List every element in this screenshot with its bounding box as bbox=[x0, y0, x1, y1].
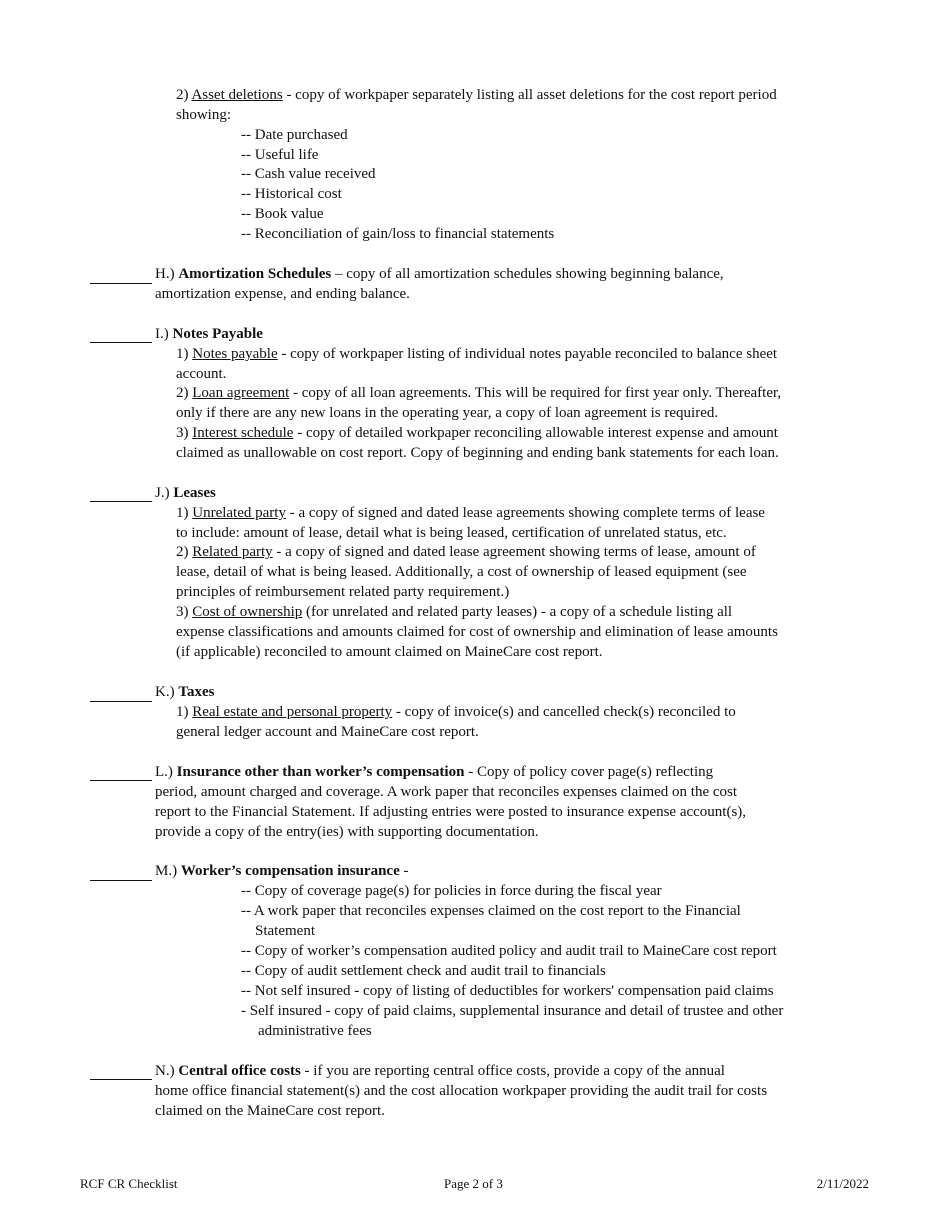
section-m-heading: M.) Worker’s compensation insurance - bbox=[155, 863, 409, 879]
interest-schedule-line-2: claimed as unallowable on cost report. Copy of beginning and ending bank statements for each loan. bbox=[176, 445, 779, 461]
section-n-title: Central office costs bbox=[178, 1063, 301, 1079]
section-n-heading: N.) Central office costs - if you are reporting central office costs, provide a copy of the annual bbox=[155, 1063, 725, 1079]
list-item: -- Historical cost bbox=[241, 186, 342, 202]
list-item: -- Not self insured - copy of listing of deductibles for workers' compensation paid claims bbox=[241, 983, 774, 999]
list-item: -- Book value bbox=[241, 206, 324, 222]
section-n-line-3: claimed on the MaineCare cost report. bbox=[155, 1103, 385, 1119]
list-item: -- Copy of audit settlement check and audit trail to financials bbox=[241, 963, 606, 979]
section-l-line-4: provide a copy of the entry(ies) with supporting documentation. bbox=[155, 824, 539, 840]
section-i-heading: I.) Notes Payable bbox=[155, 326, 263, 342]
checklist-blank-j[interactable] bbox=[90, 501, 152, 502]
list-item: -- Cash value received bbox=[241, 166, 376, 182]
checklist-blank-i[interactable] bbox=[90, 342, 152, 343]
loan-agreement-line-1: 2) Loan agreement - copy of all loan agreements. This will be required for first year only. Thereafter, bbox=[176, 385, 782, 401]
notes-payable-line-2: account. bbox=[176, 366, 227, 382]
list-item: -- Useful life bbox=[241, 147, 319, 163]
section-k-heading: K.) Taxes bbox=[155, 684, 215, 700]
checklist-blank-h[interactable] bbox=[90, 283, 152, 284]
list-item: -- Date purchased bbox=[241, 127, 348, 143]
section-h-heading: H.) Amortization Schedules – copy of all amortization schedules showing beginning balance, bbox=[155, 266, 724, 282]
section-l-heading: L.) Insurance other than worker’s compensation - Copy of policy cover page(s) reflecting bbox=[155, 764, 714, 780]
section-j-heading: J.) Leases bbox=[155, 485, 216, 501]
notes-payable-line-1: 1) Notes payable - copy of workpaper listing of individual notes payable reconciled to balance sheet bbox=[176, 346, 778, 362]
real-estate-line-2: general ledger account and MaineCare cost report. bbox=[176, 724, 479, 740]
related-party-line-3: principles of reimbursement related party requirement.) bbox=[176, 584, 510, 600]
section-l-line-3: report to the Financial Statement. If adjusting entries were posted to insurance expense account(s), bbox=[155, 804, 747, 820]
footer-document-name: RCF CR Checklist bbox=[80, 1176, 178, 1191]
cost-of-ownership-line-2: expense classifications and amounts claimed for cost of ownership and elimination of lease amounts bbox=[176, 624, 778, 640]
list-item: -- Reconciliation of gain/loss to financial statements bbox=[241, 226, 555, 242]
cost-of-ownership-line-3: (if applicable) reconciled to amount claimed on MaineCare cost report. bbox=[176, 644, 603, 660]
list-item-continuation: Statement bbox=[255, 923, 315, 939]
list-item: -- Copy of worker’s compensation audited policy and audit trail to MaineCare cost report bbox=[241, 943, 777, 959]
section-j-title: Leases bbox=[173, 485, 216, 501]
section-h-line-2: amortization expense, and ending balance. bbox=[155, 286, 410, 302]
section-l-title: Insurance other than worker’s compensation bbox=[176, 764, 465, 780]
list-item-continuation: administrative fees bbox=[258, 1023, 372, 1039]
list-item: -- Copy of coverage page(s) for policies in force during the fiscal year bbox=[241, 883, 662, 899]
section-k-title: Taxes bbox=[178, 684, 215, 700]
checklist-blank-n[interactable] bbox=[90, 1079, 152, 1080]
section-i-title: Notes Payable bbox=[172, 326, 263, 342]
real-estate-line-1: 1) Real estate and personal property - copy of invoice(s) and cancelled check(s) reconciled to bbox=[176, 704, 736, 720]
section-l-line-2: period, amount charged and coverage. A work paper that reconciles expenses claimed on the cost bbox=[155, 784, 738, 800]
section-h-title: Amortization Schedules bbox=[178, 266, 332, 282]
asset-deletions-line-2: showing: bbox=[176, 107, 232, 123]
interest-schedule-line-1: 3) Interest schedule - copy of detailed workpaper reconciling allowable interest expense and amount bbox=[176, 425, 778, 441]
list-item: - Self insured - copy of paid claims, supplemental insurance and detail of trustee and other bbox=[241, 1003, 784, 1019]
related-party-line-2: lease, detail of what is being leased. Additionally, a cost of ownership of leased equipment (see bbox=[176, 564, 747, 580]
list-item: -- A work paper that reconciles expenses claimed on the cost report to the Financial bbox=[241, 903, 741, 919]
checklist-blank-k[interactable] bbox=[90, 701, 152, 702]
unrelated-party-line-2: to include: amount of lease, detail what is being leased, certification of unrelated status, etc. bbox=[176, 525, 727, 541]
footer-date: 2/11/2022 bbox=[816, 1176, 869, 1191]
asset-deletions-line-1: 2) Asset deletions - copy of workpaper separately listing all asset deletions for the cost report period bbox=[176, 87, 777, 103]
section-n-line-2: home office financial statement(s) and the cost allocation workpaper providing the audit trail for costs bbox=[155, 1083, 768, 1099]
loan-agreement-line-2: only if there are any new loans in the operating year, a copy of loan agreement is required. bbox=[176, 405, 719, 421]
cost-of-ownership-line-1: 3) Cost of ownership (for unrelated and related party leases) - a copy of a schedule listing all bbox=[176, 604, 733, 620]
checklist-blank-l[interactable] bbox=[90, 780, 152, 781]
unrelated-party-line-1: 1) Unrelated party - a copy of signed and dated lease agreements showing complete terms of lease bbox=[176, 505, 765, 521]
related-party-line-1: 2) Related party - a copy of signed and dated lease agreement showing terms of lease, amount of bbox=[176, 544, 756, 560]
asset-deletions-term: Asset deletions bbox=[191, 87, 283, 103]
footer-page-number: Page 2 of 3 bbox=[444, 1176, 503, 1191]
section-m-title: Worker’s compensation insurance bbox=[180, 863, 400, 879]
checklist-blank-m[interactable] bbox=[90, 880, 152, 881]
